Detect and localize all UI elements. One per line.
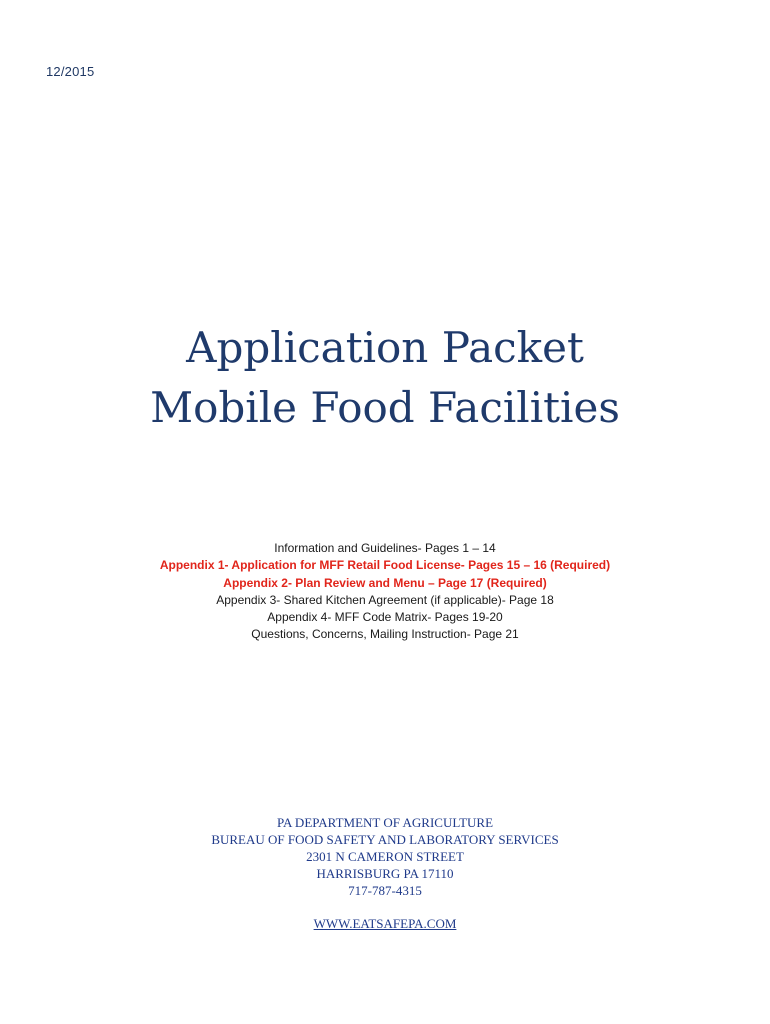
contents-item-appendix-3: Appendix 3- Shared Kitchen Agreement (if applicable)- Page 18	[216, 592, 554, 607]
contents-item-guidelines: Information and Guidelines- Pages 1 – 14	[274, 541, 496, 555]
website-link[interactable]: WWW.EATSAFEPA.COM	[313, 916, 457, 931]
bureau-name: BUREAU OF FOOD SAFETY AND LABORATORY SERVICES	[211, 832, 559, 847]
department-address	[0, 814, 770, 932]
department-name: PA DEPARTMENT OF AGRICULTURE	[276, 815, 494, 830]
city-state-zip: HARRISBURG PA 17110	[316, 866, 454, 881]
phone-number: 717-787-4315	[348, 883, 422, 898]
title-line-1: Application Packet	[186, 323, 584, 372]
contents-list	[0, 540, 770, 644]
contents-item-appendix-4: Appendix 4- MFF Code Matrix- Pages 19-20	[267, 610, 503, 625]
title-line-2: Mobile Food Facilities	[150, 383, 620, 432]
document-title	[0, 318, 770, 438]
contents-item-appendix-1: Appendix 1- Application for MFF Retail Food License- Pages 15 – 16 (Required)	[159, 558, 611, 573]
street-address: 2301 N CAMERON STREET	[306, 849, 464, 864]
document-date: 12/2015	[46, 64, 95, 79]
contents-item-appendix-2: Appendix 2- Plan Review and Menu – Page 17 (Required)	[223, 575, 547, 590]
contents-item-questions: Questions, Concerns, Mailing Instruction- Page 21	[251, 627, 519, 642]
